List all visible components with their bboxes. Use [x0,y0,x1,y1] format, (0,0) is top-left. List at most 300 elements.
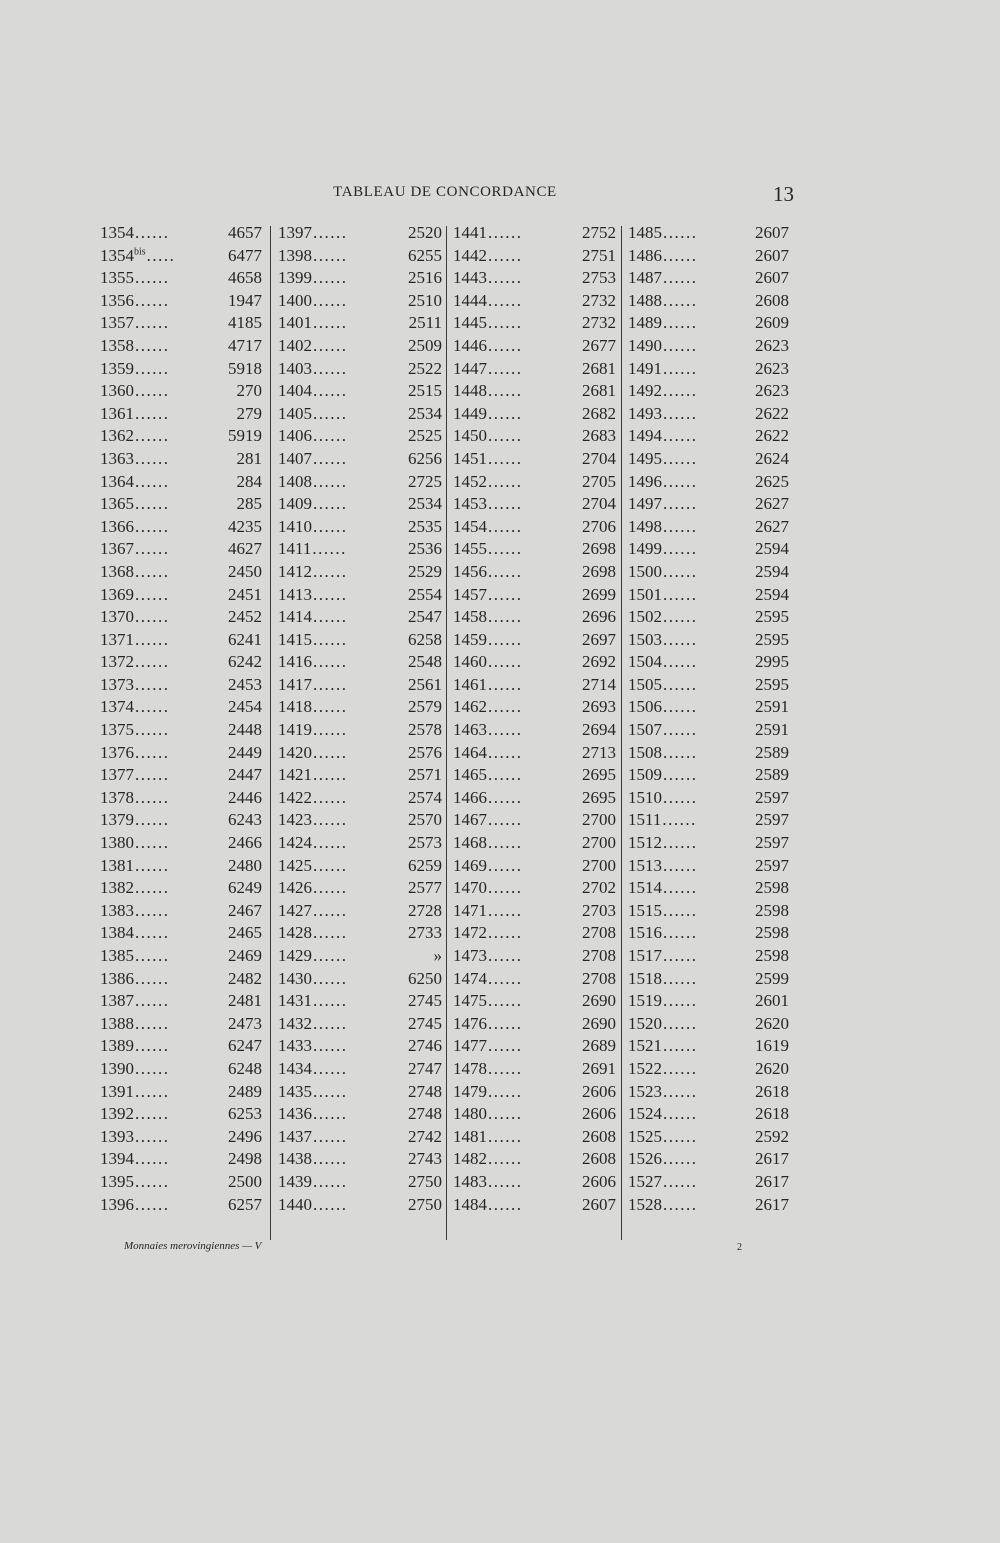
entry-number: 1482...... [453,1149,523,1169]
table-row [628,764,789,787]
leader-dots: ...... [488,223,523,242]
leader-dots: ...... [313,381,348,401]
entry-value: 2708 [582,923,616,943]
entry-value: 2748 [408,1104,442,1124]
leader-dots: ...... [135,968,170,988]
table-row [453,312,616,335]
entry-value: 2509 [408,335,442,355]
entry-number: 1450...... [453,426,523,446]
entry-value: 2745 [408,991,442,1011]
entry-number: 1479...... [453,1081,523,1101]
entry-value: 2689 [582,1036,616,1056]
leader-dots: ...... [313,290,348,310]
table-row [100,290,262,313]
leader-dots: ...... [313,335,348,355]
leader-dots: ...... [313,765,348,785]
leader-dots: ...... [663,516,698,536]
leader-dots: ...... [488,358,523,378]
table-row [100,651,262,674]
entry-value: 2690 [582,1013,616,1033]
leader-dots: ...... [488,946,523,965]
entry-number: 1407...... [278,448,348,468]
entry-value: 2618 [755,1104,789,1124]
entry-number: 1412...... [278,561,348,581]
entry-value: 2597 [755,855,789,875]
entry-value: 2595 [755,607,789,627]
table-row [278,403,442,426]
leader-dots: ...... [488,991,523,1011]
table-row [628,538,789,561]
table-row [278,1013,442,1036]
entry-value: 2696 [582,607,616,627]
entry-number: 1466...... [453,787,523,807]
table-row [628,787,789,810]
table-row [278,493,442,516]
entry-number: 1401...... [278,313,348,333]
entry-value: 2496 [228,1126,262,1146]
signature-mark: 2 [737,1242,742,1253]
entry-number: 1364...... [100,471,170,491]
entry-number: 1499...... [628,539,698,559]
leader-dots: ...... [135,607,170,627]
leader-dots: ...... [663,674,698,694]
table-row [100,629,262,652]
entry-value: 2591 [755,720,789,740]
leader-dots: ...... [663,358,698,378]
entry-value: 2703 [582,900,616,920]
entry-value: 2622 [755,426,789,446]
entry-value: 2606 [582,1171,616,1191]
entry-value: 1947 [228,290,262,310]
entry-number: 1356...... [100,290,170,310]
table-row [628,606,789,629]
leader-dots: ...... [488,810,523,830]
entry-number: 1402...... [278,335,348,355]
entry-value: 2525 [408,426,442,446]
entry-value: 2515 [408,381,442,401]
entry-number: 1502...... [628,607,698,627]
entry-number: 1376...... [100,742,170,762]
table-column-3 [453,222,616,1242]
leader-dots: ...... [313,223,348,242]
table-row [628,358,789,381]
entry-number: 1367...... [100,539,170,559]
entry-value: 2578 [408,720,442,740]
entry-value: 2732 [582,290,616,310]
entry-number: 1460...... [453,652,523,672]
leader-dots: ...... [135,494,170,514]
entry-number: 1464...... [453,742,523,762]
table-row [628,471,789,494]
entry-number: 1400...... [278,290,348,310]
table-row [628,267,789,290]
table-row [453,584,616,607]
table-row [278,312,442,335]
entry-value: 2547 [408,607,442,627]
leader-dots: ...... [135,358,170,378]
table-row [100,245,262,268]
table-row [453,674,616,697]
leader-dots: ...... [313,268,348,288]
entry-number: 1408...... [278,471,348,491]
table-row [453,945,616,968]
entry-number: 1438...... [278,1149,348,1169]
leader-dots: ...... [313,946,348,965]
leader-dots: ...... [663,1058,698,1078]
table-row [278,561,442,584]
leader-dots: ...... [135,268,170,288]
entry-value: 2708 [582,946,616,965]
leader-dots: ...... [488,561,523,581]
entry-number: 1377...... [100,765,170,785]
entry-value: 5918 [228,358,262,378]
table-row [628,809,789,832]
leader-dots: ...... [135,1126,170,1146]
table-row [100,471,262,494]
table-row [278,1035,442,1058]
entry-number: 1497...... [628,494,698,514]
table-row [278,900,442,923]
table-row [628,584,789,607]
leader-dots: ...... [663,494,698,514]
entry-number: 1411...... [278,539,347,559]
entry-value: 2594 [755,584,789,604]
entry-number: 1517...... [628,946,698,965]
entry-number: 1357...... [100,313,170,333]
leader-dots: ...... [488,1058,523,1078]
leader-dots: ...... [313,855,348,875]
leader-dots: ...... [313,245,348,265]
entry-value: 2700 [582,855,616,875]
entry-value: 2589 [755,765,789,785]
entry-value: 2700 [582,833,616,853]
entry-value: 2627 [755,516,789,536]
leader-dots: ...... [313,1171,348,1191]
entry-number: 1514...... [628,878,698,898]
table-row [628,629,789,652]
entry-number: 1422...... [278,787,348,807]
table-row [628,561,789,584]
table-row [453,719,616,742]
leader-dots: ...... [313,720,348,740]
leader-dots: ...... [488,1171,523,1191]
entry-number: 1504...... [628,652,698,672]
leader-dots: ...... [135,629,170,649]
entry-value: 4657 [228,223,262,242]
entry-number: 1476...... [453,1013,523,1033]
entry-number: 1414...... [278,607,348,627]
leader-dots: ...... [313,810,348,830]
leader-dots: ...... [135,833,170,853]
table-row [628,696,789,719]
table-row [628,968,789,991]
table-row [100,877,262,900]
entry-number: 1488...... [628,290,698,310]
leader-dots: ...... [663,1104,698,1124]
entry-number: 1405...... [278,403,348,423]
leader-dots: ...... [663,584,698,604]
leader-dots: ...... [135,855,170,875]
entry-number: 1423...... [278,810,348,830]
entry-number: 1443...... [453,268,523,288]
leader-dots: ...... [313,878,348,898]
leader-dots: ...... [663,900,698,920]
table-row [278,990,442,1013]
table-row [453,855,616,878]
entry-value: 2609 [755,313,789,333]
entry-number: 1490...... [628,335,698,355]
table-row [628,1148,789,1171]
entry-number: 1440...... [278,1194,348,1214]
entry-number: 1474...... [453,968,523,988]
entry-value: 281 [236,448,262,468]
entry-value: 2690 [582,991,616,1011]
entry-value: 2617 [755,1171,789,1191]
table-row [628,922,789,945]
table-row [628,245,789,268]
entry-value: 2704 [582,494,616,514]
entry-value: 2599 [755,968,789,988]
entry-value: 2548 [408,652,442,672]
entry-value: 2534 [408,494,442,514]
entry-value: 2598 [755,900,789,920]
entry-value: 2573 [408,833,442,853]
entry-number: 1424...... [278,833,348,853]
entry-value: 2617 [755,1194,789,1214]
table-row [453,1103,616,1126]
entry-value: 2750 [408,1171,442,1191]
table-row [100,380,262,403]
entry-number: 1427...... [278,900,348,920]
entry-value: » [433,946,442,965]
leader-dots: ...... [488,878,523,898]
entry-value: 285 [236,494,262,514]
table-row [100,696,262,719]
table-row [628,900,789,923]
running-title: TABLEAU DE CONCORDANCE [333,184,557,200]
entry-value: 2595 [755,629,789,649]
table-row [453,877,616,900]
leader-dots: ...... [313,313,348,333]
leader-dots: ...... [663,313,698,333]
leader-dots: ...... [663,878,698,898]
leader-dots: ...... [135,426,170,446]
leader-dots: ...... [488,245,523,265]
entry-number: 1524...... [628,1104,698,1124]
table-row [453,696,616,719]
entry-value: 2693 [582,697,616,717]
entry-value: 2598 [755,923,789,943]
entry-value: 2732 [582,313,616,333]
entry-number: 1506...... [628,697,698,717]
entry-value: 2607 [582,1194,616,1214]
entry-number: 1393...... [100,1126,170,1146]
entry-number: 1362...... [100,426,170,446]
entry-number: 1387...... [100,991,170,1011]
table-row [100,358,262,381]
leader-dots: ...... [663,381,698,401]
entry-number: 1445...... [453,313,523,333]
entry-value: 6241 [228,629,262,649]
leader-dots: ...... [488,268,523,288]
table-row [100,1058,262,1081]
entry-value: 6250 [408,968,442,988]
leader-dots: ...... [135,697,170,717]
entry-number: 1370...... [100,607,170,627]
entry-number: 1492...... [628,381,698,401]
table-row [100,787,262,810]
entry-value: 270 [236,381,262,401]
entry-value: 2995 [755,652,789,672]
table-row [453,245,616,268]
entry-value: 2534 [408,403,442,423]
leader-dots: ...... [312,539,347,559]
entry-value: 2594 [755,539,789,559]
table-row [278,1194,442,1217]
table-row [278,516,442,539]
leader-dots: ...... [135,991,170,1011]
entry-number: 1379...... [100,810,170,830]
entry-number: 1489...... [628,313,698,333]
entry-number: 1355...... [100,268,170,288]
table-row [100,922,262,945]
leader-dots: ...... [135,381,170,401]
leader-dots: ...... [488,697,523,717]
table-row [278,267,442,290]
entry-value: 2745 [408,1013,442,1033]
leader-dots: ...... [313,629,348,649]
leader-dots: ...... [488,900,523,920]
table-row [453,900,616,923]
leader-dots: ...... [488,290,523,310]
entry-number: 1457...... [453,584,523,604]
entry-number: 1395...... [100,1171,170,1191]
leader-dots: ...... [135,539,170,559]
entry-number: 1397...... [278,223,348,242]
table-row [453,516,616,539]
table-row [278,1081,442,1104]
entry-number: 1500...... [628,561,698,581]
entry-number: 1394...... [100,1149,170,1169]
entry-number: 1444...... [453,290,523,310]
entry-value: 2681 [582,381,616,401]
table-row [453,335,616,358]
entry-value: 2467 [228,900,262,920]
leader-dots: ...... [313,742,348,762]
entry-number: 1433...... [278,1036,348,1056]
leader-dots: ...... [663,245,698,265]
entry-number: 1495...... [628,448,698,468]
entry-value: 4717 [228,335,262,355]
entry-number: 1389...... [100,1036,170,1056]
table-row [100,1035,262,1058]
table-row [453,290,616,313]
concordance-table [100,222,790,1242]
entry-value: 2692 [582,652,616,672]
entry-number: 1404...... [278,381,348,401]
entry-value: 6249 [228,878,262,898]
entry-value: 6247 [228,1036,262,1056]
entry-number: 1374...... [100,697,170,717]
table-row [100,990,262,1013]
entry-value: 2607 [755,245,789,265]
table-row [100,674,262,697]
leader-dots: ...... [488,494,523,514]
table-row [278,922,442,945]
entry-value: 4627 [228,539,262,559]
table-row [100,1148,262,1171]
entry-number: 1509...... [628,765,698,785]
entry-value: 6253 [228,1104,262,1124]
table-row [453,1013,616,1036]
column-rule [270,226,271,1240]
table-row [628,516,789,539]
entry-value: 2482 [228,968,262,988]
entry-number: 1371...... [100,629,170,649]
leader-dots: ...... [313,494,348,514]
table-row [628,1103,789,1126]
table-row [453,471,616,494]
leader-dots: ...... [663,290,698,310]
table-row [453,990,616,1013]
entry-value: 2498 [228,1149,262,1169]
entry-number: 1462...... [453,697,523,717]
entry-number: 1468...... [453,833,523,853]
table-row [100,855,262,878]
table-row [628,312,789,335]
entry-number: 1418...... [278,697,348,717]
footer-title: Monnaies merovingiennes — V [124,1240,262,1252]
entry-number: 1429...... [278,946,348,965]
table-row [278,358,442,381]
leader-dots: ...... [135,290,170,310]
entry-number: 1513...... [628,855,698,875]
entry-number: 1380...... [100,833,170,853]
table-row [453,1035,616,1058]
entry-value: 2574 [408,787,442,807]
leader-dots: ...... [663,335,698,355]
entry-value: 2608 [582,1126,616,1146]
entry-number: 1442...... [453,245,523,265]
entry-number: 1365...... [100,494,170,514]
leader-dots: ...... [135,765,170,785]
table-row [628,719,789,742]
table-column-1 [100,222,262,1242]
entry-value: 2742 [408,1126,442,1146]
entry-number: 1520...... [628,1013,698,1033]
leader-dots: ...... [663,426,698,446]
entry-value: 2598 [755,946,789,965]
leader-dots: ...... [313,787,348,807]
entry-number: 1375...... [100,720,170,740]
leader-dots: ...... [135,652,170,672]
entry-number: 1498...... [628,516,698,536]
entry-number: 1437...... [278,1126,348,1146]
entry-value: 2589 [755,742,789,762]
leader-dots: ...... [313,1058,348,1078]
entry-value: 2700 [582,810,616,830]
entry-value: 2576 [408,742,442,762]
leader-dots: ...... [135,1081,170,1101]
entry-number: 1512...... [628,833,698,853]
leader-dots: ...... [313,1126,348,1146]
entry-value: 2682 [582,403,616,423]
entry-number: 1392...... [100,1104,170,1124]
entry-value: 2743 [408,1149,442,1169]
entry-number: 1436...... [278,1104,348,1124]
entry-number: 1378...... [100,787,170,807]
entry-value: 2623 [755,381,789,401]
